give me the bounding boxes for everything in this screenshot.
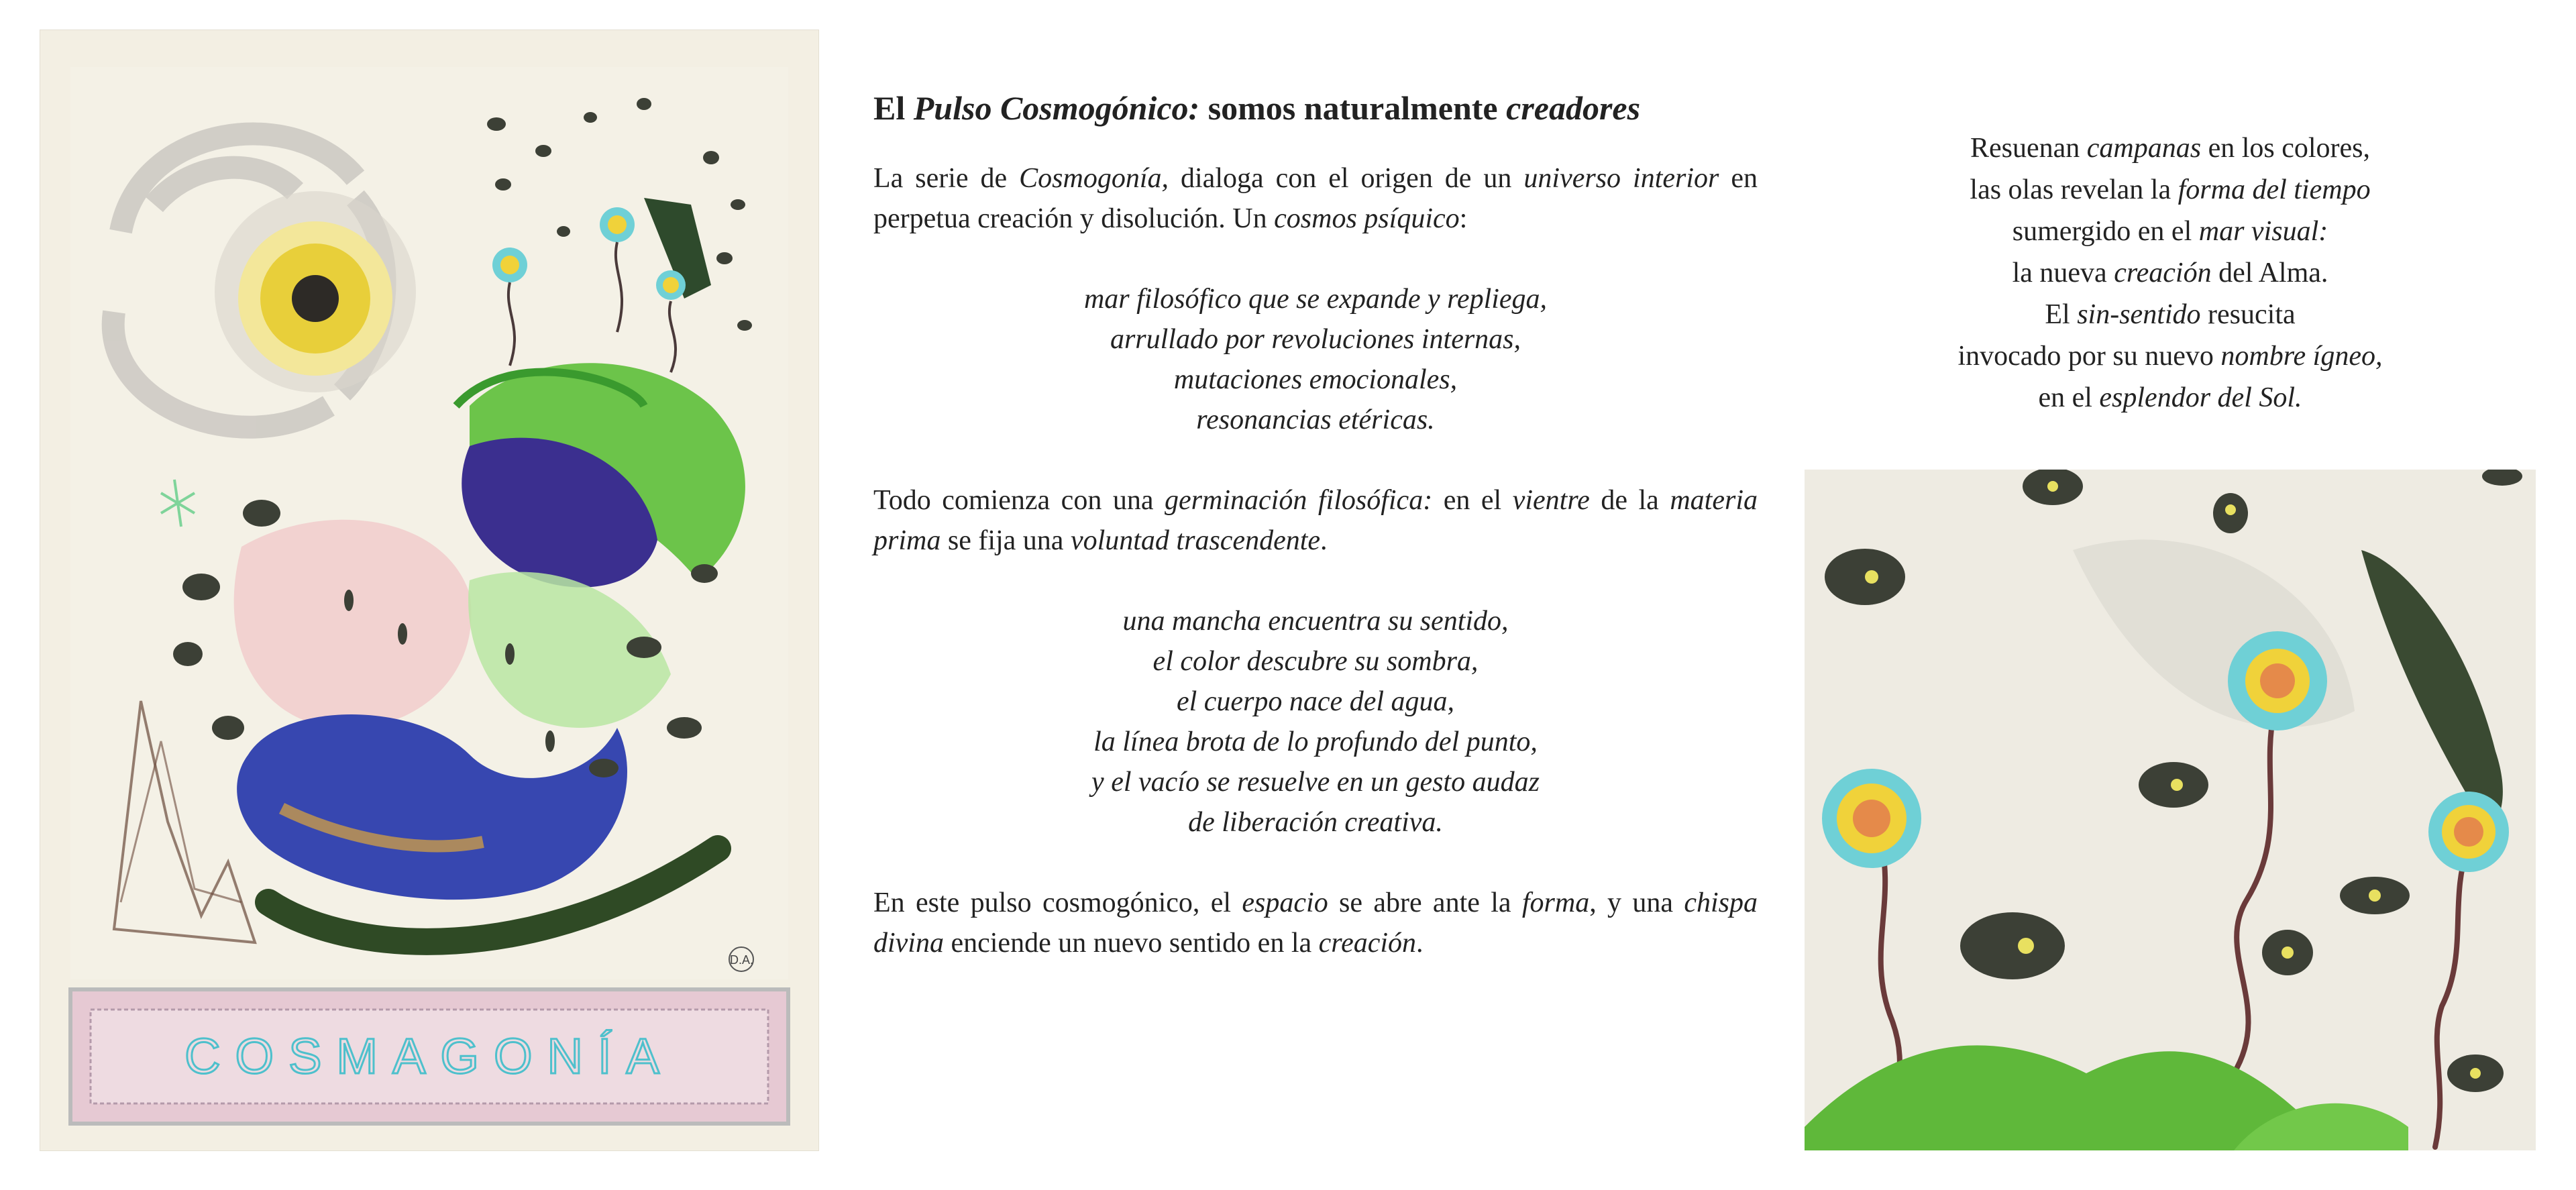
stanza-line: la línea brota de lo profundo del punto, bbox=[1093, 726, 1538, 757]
poem-line: la nueva creación del Alma. bbox=[2012, 258, 2328, 288]
poem-line: las olas revelan la forma del tiempo bbox=[1970, 174, 2371, 205]
essay-text bbox=[873, 85, 1758, 963]
title-part: El bbox=[873, 89, 914, 127]
painting-artwork bbox=[40, 30, 818, 1150]
painting-detail bbox=[1805, 470, 2536, 1150]
stanza-line: el cuerpo nace del agua, bbox=[1176, 686, 1455, 717]
poem-line: El sin-sentido resucita bbox=[2045, 299, 2296, 330]
poem-line: sumergido en el mar visual: bbox=[2012, 216, 2328, 247]
stanza-line: resonancias etéricas. bbox=[1196, 404, 1435, 435]
stanza-line: el color descubre su sombra, bbox=[1152, 646, 1479, 677]
stanza-line: y el vacío se resuelve en un gesto audaz bbox=[1091, 767, 1540, 798]
poem-line: en el esplendor del Sol. bbox=[2038, 382, 2302, 413]
poem-right bbox=[1805, 127, 2536, 419]
poem-line: Resuenan campanas en los colores, bbox=[1970, 133, 2371, 164]
stanza-2 bbox=[873, 601, 1758, 843]
title-part: Pulso Cosmogónico: bbox=[913, 89, 1200, 127]
stanza-line: de liberación creativa. bbox=[1188, 807, 1443, 838]
poem-line: invocado por su nuevo nombre ígneo, bbox=[1957, 341, 2383, 372]
artist-signature: D.A. bbox=[730, 953, 754, 967]
stanza-line: mar filosófico que se expande y repliega, bbox=[1083, 284, 1548, 315]
paragraph-intro: La serie de Cosmogonía, dialoga con el origen de un universo interior en perpetua creación y disolución. Un cosmos psíquico: bbox=[873, 163, 1758, 234]
page-title bbox=[873, 85, 1758, 131]
title-part: somos naturalmente bbox=[1199, 89, 1507, 127]
cosmogonia-painting bbox=[40, 30, 818, 1150]
stanza-1 bbox=[873, 279, 1758, 440]
detail-artwork bbox=[1805, 470, 2536, 1150]
paragraph-germination: Todo comienza con una germinación filosófica: en el vientre de la materia prima se fija una voluntad trascendente. bbox=[873, 485, 1758, 556]
paragraph-closing: En este pulso cosmogónico, el espacio se abre ante la forma, y una chispa divina enciende un nuevo sentido en la creación. bbox=[873, 887, 1758, 959]
stanza-line: arrullado por revoluciones internas, bbox=[1110, 324, 1521, 355]
stanza-line: mutaciones emocionales, bbox=[1173, 364, 1458, 395]
plaque-title: COSMAGONÍA bbox=[184, 1028, 674, 1084]
title-part: creadores bbox=[1506, 89, 1641, 127]
stanza-line: una mancha encuentra su sentido, bbox=[1122, 606, 1509, 637]
